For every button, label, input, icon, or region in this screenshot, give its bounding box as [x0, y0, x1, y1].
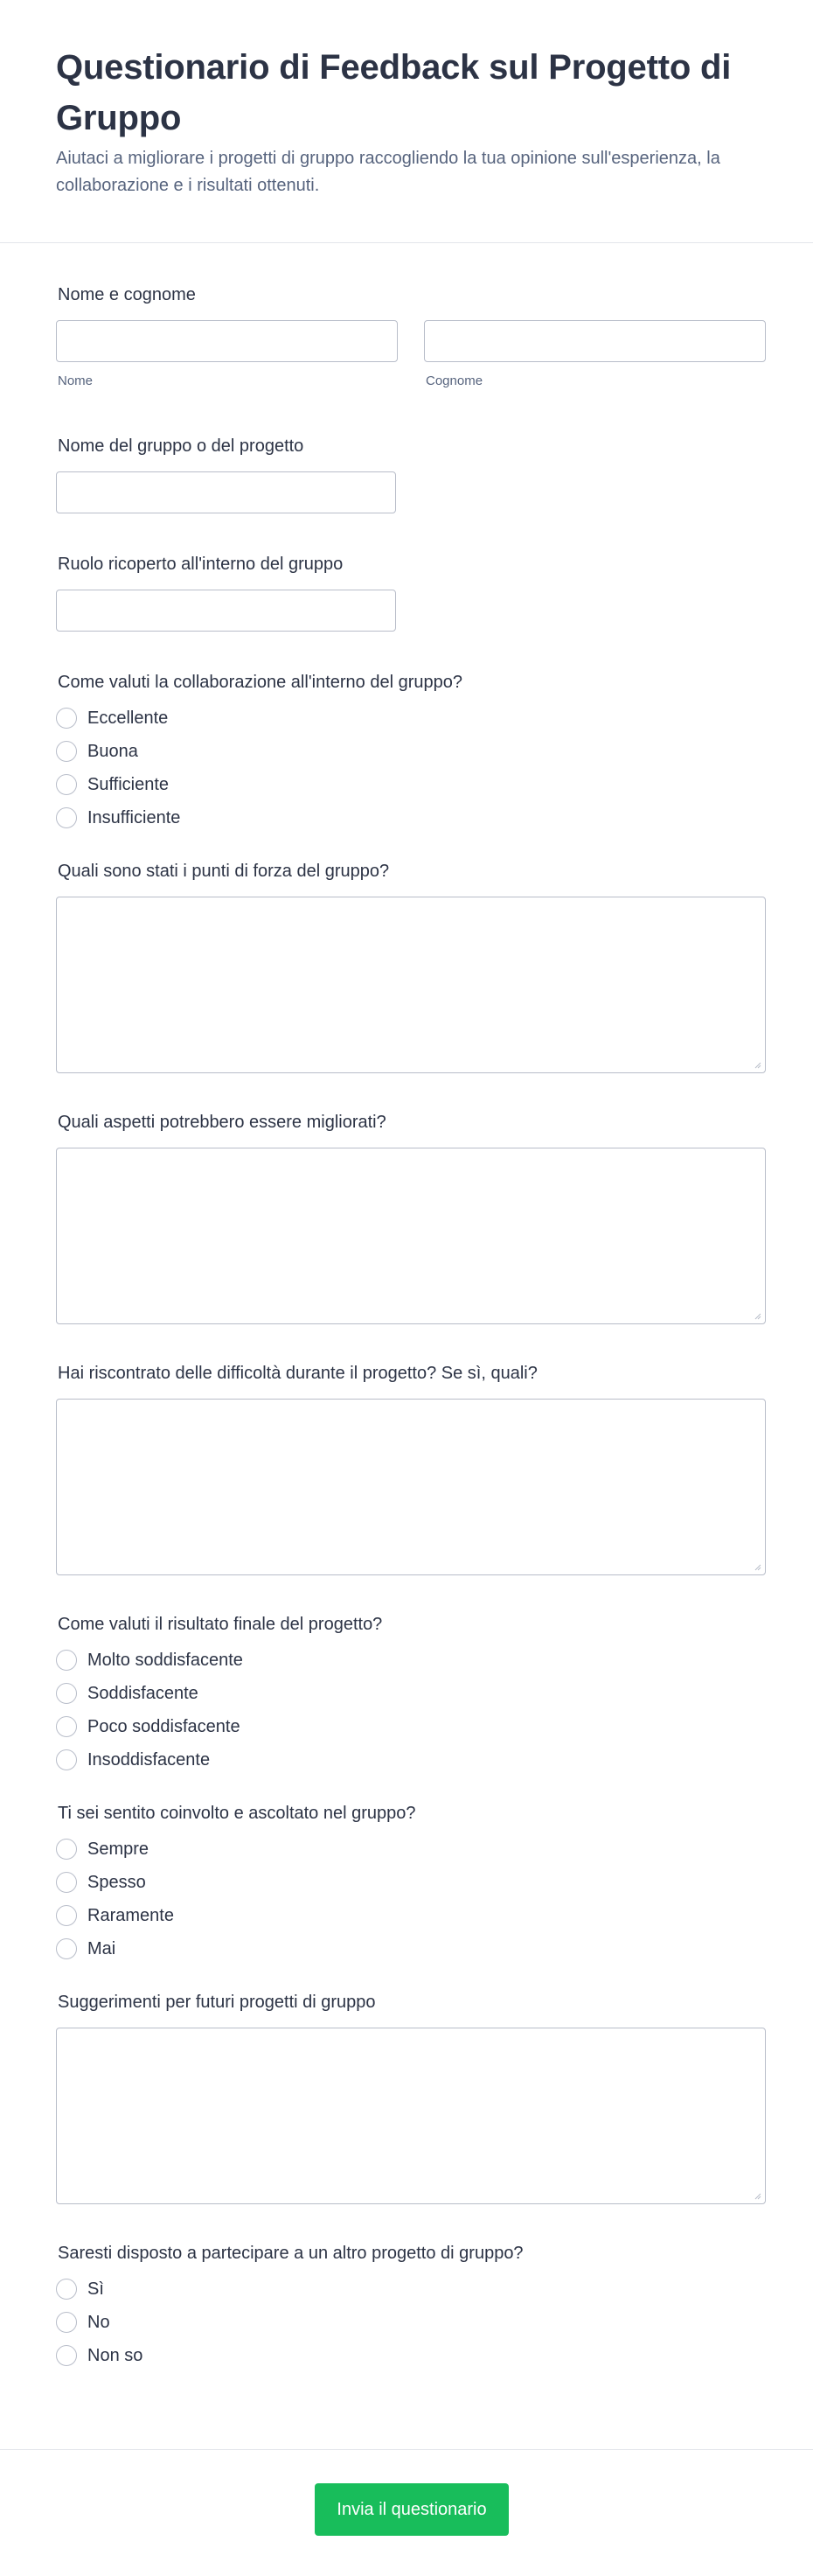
radio-label: Poco soddisfacente — [87, 1716, 240, 1736]
suggestions-label: Suggerimenti per futuri progetti di gruppo — [58, 1993, 376, 2012]
radio-option[interactable] — [56, 1905, 766, 1926]
radio-option[interactable] — [56, 1650, 766, 1671]
radio-label: Soddisfacente — [87, 1683, 198, 1703]
form-body — [0, 243, 813, 2366]
role-label: Ruolo ricoperto all'interno del gruppo — [58, 555, 344, 574]
radio-label: Non so — [87, 2345, 143, 2365]
radio-label: Insufficiente — [87, 807, 181, 827]
radio-button[interactable] — [56, 2312, 77, 2333]
difficulties-textarea[interactable] — [56, 1399, 766, 1575]
involvement-options — [56, 1839, 766, 1959]
radio-option[interactable] — [56, 2345, 766, 2366]
fullname-row — [56, 320, 766, 388]
radio-option[interactable] — [56, 2279, 766, 2300]
resize-grip-icon[interactable] — [754, 1564, 761, 1571]
radio-button[interactable] — [56, 1683, 77, 1704]
radio-option[interactable] — [56, 1716, 766, 1737]
form-subtitle: Aiutaci a migliorare i progetti di gruppo raccogliendo la tua opinione sull'esperienza, la collaborazione e i risultati ottenuti. — [56, 149, 720, 195]
result-options — [56, 1650, 766, 1770]
radio-option[interactable] — [56, 741, 766, 762]
radio-option[interactable] — [56, 1872, 766, 1893]
group-name-label: Nome del gruppo o del progetto — [58, 436, 304, 456]
radio-button[interactable] — [56, 741, 77, 762]
difficulties-label: Hai riscontrato delle difficoltà durante il progetto? Se sì, quali? — [58, 1364, 538, 1383]
question-strengths — [56, 859, 766, 1073]
suggestions-textarea[interactable] — [56, 2028, 766, 2204]
form-title: Questionario di Feedback sul Progetto di Gruppo — [56, 48, 732, 137]
radio-option[interactable] — [56, 1938, 766, 1959]
radio-option[interactable] — [56, 708, 766, 729]
radio-option[interactable] — [56, 807, 766, 828]
radio-option[interactable] — [56, 1839, 766, 1860]
first-name-input[interactable] — [56, 320, 398, 362]
collaboration-label: Come valuti la collaborazione all'interno del gruppo? — [58, 673, 462, 692]
again-options — [56, 2279, 766, 2366]
first-name-sublabel: Nome — [58, 373, 94, 388]
radio-label: Sempre — [87, 1839, 149, 1859]
role-input[interactable] — [56, 590, 396, 632]
radio-button[interactable] — [56, 1716, 77, 1737]
question-difficulties — [56, 1361, 766, 1575]
first-name-col — [56, 320, 398, 388]
again-label: Saresti disposto a partecipare a un altro progetto di gruppo? — [58, 2244, 524, 2263]
question-again — [56, 2241, 766, 2366]
improvements-label: Quali aspetti potrebbero essere migliorati? — [58, 1113, 386, 1132]
resize-grip-icon[interactable] — [754, 1313, 761, 1320]
radio-label: Molto soddisfacente — [87, 1650, 243, 1670]
question-improvements — [56, 1110, 766, 1324]
radio-label: Mai — [87, 1938, 116, 1958]
involvement-label: Ti sei sentito coinvolto e ascoltato nel gruppo? — [58, 1804, 416, 1823]
radio-option[interactable] — [56, 1749, 766, 1770]
result-label: Come valuti il risultato finale del progetto? — [58, 1615, 383, 1634]
radio-button[interactable] — [56, 1938, 77, 1959]
radio-label: Buona — [87, 741, 138, 761]
last-name-sublabel: Cognome — [426, 373, 483, 388]
last-name-input[interactable] — [424, 320, 766, 362]
radio-button[interactable] — [56, 2279, 77, 2300]
resize-grip-icon[interactable] — [754, 2193, 761, 2200]
radio-label: Sì — [87, 2279, 104, 2299]
question-fullname — [56, 283, 766, 388]
radio-button[interactable] — [56, 1905, 77, 1926]
radio-label: Spesso — [87, 1872, 146, 1892]
radio-button[interactable] — [56, 1650, 77, 1671]
radio-button[interactable] — [56, 1749, 77, 1770]
fullname-label: Nome e cognome — [58, 285, 196, 304]
radio-button[interactable] — [56, 1872, 77, 1893]
radio-button[interactable] — [56, 774, 77, 795]
strengths-label: Quali sono stati i punti di forza del gruppo? — [58, 862, 390, 881]
radio-button[interactable] — [56, 807, 77, 828]
radio-option[interactable] — [56, 774, 766, 795]
collaboration-options — [56, 708, 766, 828]
question-result — [56, 1612, 766, 1770]
question-collaboration — [56, 670, 766, 828]
group-name-input[interactable] — [56, 471, 396, 513]
submit-button[interactable]: Invia il questionario — [315, 2483, 509, 2536]
question-involvement — [56, 1801, 766, 1959]
radio-button[interactable] — [56, 1839, 77, 1860]
radio-label: Sufficiente — [87, 774, 170, 794]
improvements-textarea[interactable] — [56, 1148, 766, 1324]
last-name-col — [424, 320, 766, 388]
radio-label: Raramente — [87, 1905, 174, 1925]
radio-label: No — [87, 2312, 110, 2332]
strengths-textarea[interactable] — [56, 897, 766, 1073]
form-header — [0, 0, 813, 243]
radio-label: Eccellente — [87, 708, 169, 728]
radio-label: Insoddisfacente — [87, 1749, 211, 1770]
resize-grip-icon[interactable] — [754, 1062, 761, 1069]
radio-button[interactable] — [56, 708, 77, 729]
radio-button[interactable] — [56, 2345, 77, 2366]
form-footer — [0, 2449, 813, 2576]
radio-option[interactable] — [56, 2312, 766, 2333]
radio-option[interactable] — [56, 1683, 766, 1704]
question-suggestions — [56, 1990, 766, 2204]
question-group-name — [56, 434, 766, 513]
question-role — [56, 552, 766, 632]
